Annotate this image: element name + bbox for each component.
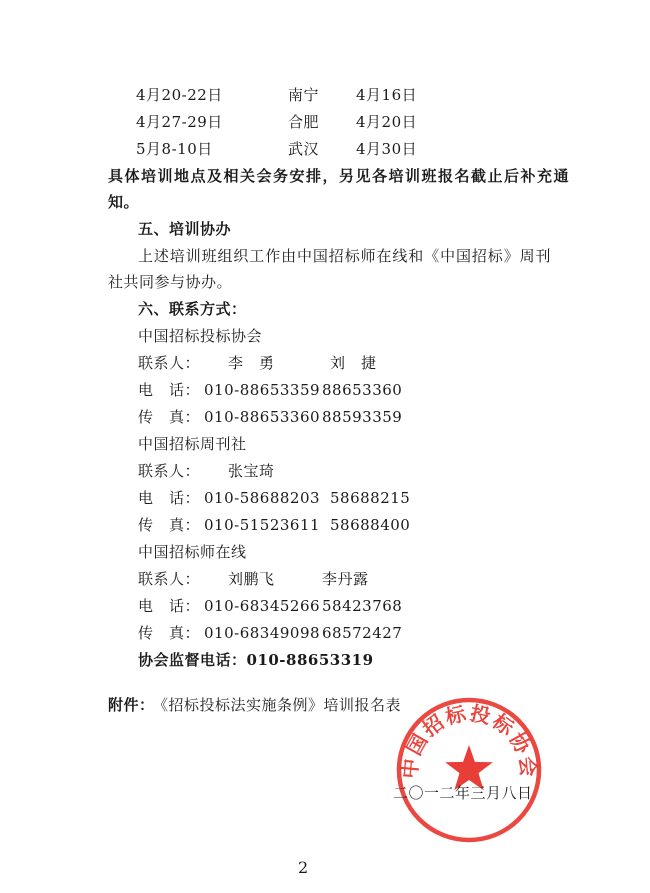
phone-number: 010-88653359 <box>204 381 321 399</box>
date-line: 二〇一二年三月八日 <box>393 784 533 802</box>
notice-line: 知。 <box>108 193 140 211</box>
schedule-city: 南宁 <box>288 86 320 104</box>
section5-text: 上述培训班组织工作由中国招标师在线和《中国招标》周刊 <box>138 247 552 265</box>
org-name: 中国招标周刊社 <box>138 435 247 453</box>
fax-label: 传 真： <box>138 516 201 534</box>
fax-label: 传 真： <box>138 408 201 426</box>
phone-number: 58688215 <box>330 489 411 507</box>
schedule-deadline: 4月20日 <box>356 113 418 131</box>
svg-text:中国招标投标协会: 中国招标投标协会 <box>397 700 541 780</box>
fax-number: 58688400 <box>330 516 411 534</box>
fax-number: 010-51523611 <box>204 516 321 534</box>
section5-text: 社共同参与协办。 <box>108 273 233 291</box>
fax-number: 68572427 <box>322 624 403 642</box>
section-heading: 六、联系方式： <box>138 300 247 318</box>
schedule-city: 武汉 <box>288 140 320 158</box>
schedule-city: 合肥 <box>288 113 320 131</box>
schedule-deadline: 4月30日 <box>356 140 418 158</box>
phone-number: 58423768 <box>322 597 403 615</box>
section-heading: 五、培训协办 <box>138 220 232 238</box>
contact-label: 联系人： <box>138 354 201 372</box>
phone-number: 010-68345266 <box>204 597 321 615</box>
contact-label: 联系人： <box>138 570 201 588</box>
phone-label: 电 话： <box>138 381 201 399</box>
contact-label: 联系人： <box>138 462 201 480</box>
schedule-deadline: 4月16日 <box>356 86 418 104</box>
org-name: 中国招标投标协会 <box>138 327 263 345</box>
supervision-phone: 协会监督电话：010-88653319 <box>138 651 374 669</box>
contact-person: 刘 捷 <box>330 354 377 372</box>
fax-label: 传 真： <box>138 624 201 642</box>
attachment-label: 附件： <box>108 696 155 714</box>
schedule-dates: 5月8-10日 <box>136 140 213 158</box>
fax-number: 88593359 <box>322 408 403 426</box>
contact-person: 刘鹏飞 <box>228 570 275 588</box>
schedule-dates: 4月20-22日 <box>136 86 223 104</box>
phone-label: 电 话： <box>138 489 201 507</box>
phone-number: 88653360 <box>322 381 403 399</box>
contact-person: 李 勇 <box>228 354 275 372</box>
contact-person: 李丹露 <box>322 570 369 588</box>
notice-line: 具体培训地点及相关会务安排，另见各培训班报名截止后补充通 <box>108 167 571 185</box>
official-seal <box>394 695 544 845</box>
org-name: 中国招标师在线 <box>138 543 247 561</box>
schedule-dates: 4月27-29日 <box>136 113 223 131</box>
attachment-text: 《招标投标法实施条例》培训报名表 <box>153 696 402 714</box>
fax-number: 010-68349098 <box>204 624 321 642</box>
page-number: 2 <box>298 858 309 877</box>
fax-number: 010-88653360 <box>204 408 321 426</box>
contact-person: 张宝琦 <box>228 462 275 480</box>
phone-label: 电 话： <box>138 597 201 615</box>
phone-number: 010-58688203 <box>204 489 321 507</box>
